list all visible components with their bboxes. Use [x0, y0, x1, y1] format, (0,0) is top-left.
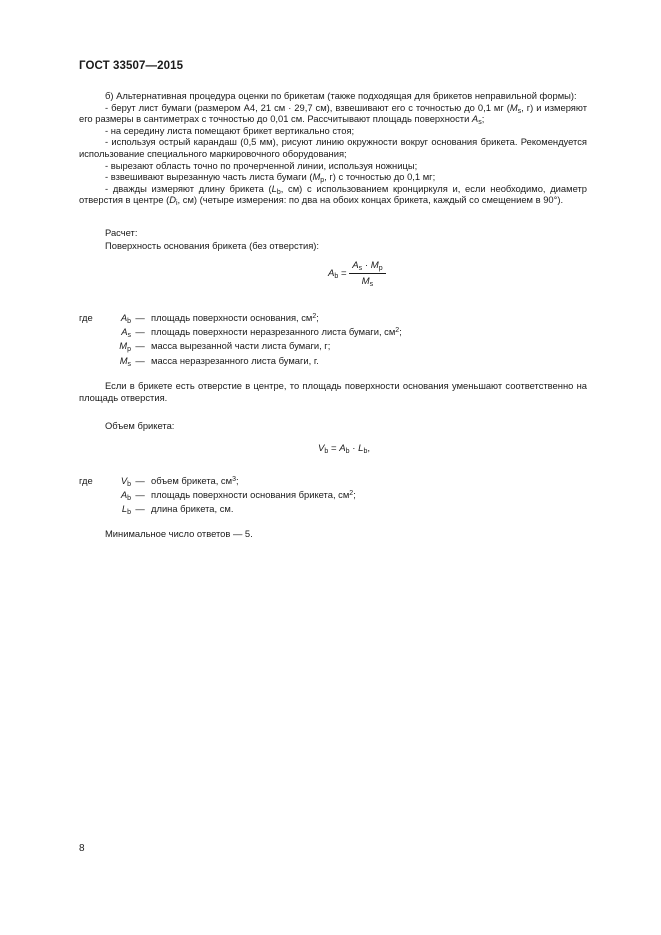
section-b-intro: б) Альтернативная процедура оценки по брикетам (также подходящая для брикетов неправильной формы):	[105, 90, 577, 101]
base-area-title: Поверхность основания брикета (без отверстия):	[105, 239, 320, 251]
formula-base-area: $A_b$ = $\frac{A_s \cdot M_p}{M_s}$	[328, 260, 386, 287]
definitions-2	[79, 473, 356, 516]
definition-row: $M_p$ — масса вырезанной части листа бумаги, г;	[119, 340, 331, 354]
step-3: - используя острый карандаш (0,5 мм), рисуют линию окружности вокруг основания брикета. Рекомендуется использование специального маркировочного оборудования;	[79, 136, 587, 159]
definition-row: $M_s$ — масса неразрезанного листа бумаги, г.	[119, 354, 319, 368]
min-answers: Минимальное число ответов — 5.	[105, 528, 253, 539]
section-b	[79, 90, 587, 206]
step-4: - вырезают область точно по прочерченной линии, используя ножницы;	[105, 159, 418, 171]
hole-note-block	[79, 380, 587, 403]
calculation-section	[79, 227, 587, 251]
hole-note: Если в брикете есть отверстие в центре, то площадь поверхности основания уменьшают соответственно на площадь отверстия.	[79, 380, 587, 403]
step-6: - дважды измеряют длину брикета ($L_b$, см) с использованием кронциркуля и, если необходимо, диаметр отверстия в центре ($D_i$, см) (четыре измерения: по два на обоих концах брикета, каждый со смещением в 90°).	[79, 182, 587, 208]
volume-title: Объем брикета:	[105, 420, 175, 431]
definition-row: где $V_b$ — объем брикета, $см^3$;	[79, 474, 239, 488]
definition-row: $A_s$ — площадь поверхности неразрезанного листа бумаги, $см^2$;	[121, 326, 402, 340]
definition-row: $A_b$ — площадь поверхности основания брикета, $см^2$;	[120, 489, 356, 503]
step-5: - взвешивают вырезанную часть листа бумаги ($M_p$, г) с точностью до 0,1 мг;	[105, 171, 436, 185]
page-number: 8	[79, 843, 85, 854]
definitions-1	[79, 310, 402, 368]
step-2: - на середину листа помещают брикет вертикально стоя;	[105, 124, 355, 136]
formula-volume: $V_b = A_b \cdot L_b$,	[318, 443, 371, 455]
document-header: ГОСТ 33507—2015	[79, 60, 184, 72]
definition-row: $L_b$ — длина брикета, см.	[121, 503, 234, 517]
min-answers-block	[79, 528, 587, 540]
volume-title-block	[79, 420, 587, 432]
step-1: - берут лист бумаги (размером А4, 21 см · 29,7 см), взвешивают его с точностью до 0,1 мг ($M_s$, г) и измеряют его размеры в сантиметрах с точностью до 0,01 см. Рассчитывают площадь поверхности $A_s$;	[79, 101, 587, 127]
fraction: $\frac{A_s \cdot M_p}{M_s}$	[349, 260, 385, 287]
calc-title: Расчет:	[105, 227, 138, 238]
definition-row: где $A_b$ — площадь поверхности основания, $см^2$;	[79, 311, 319, 325]
